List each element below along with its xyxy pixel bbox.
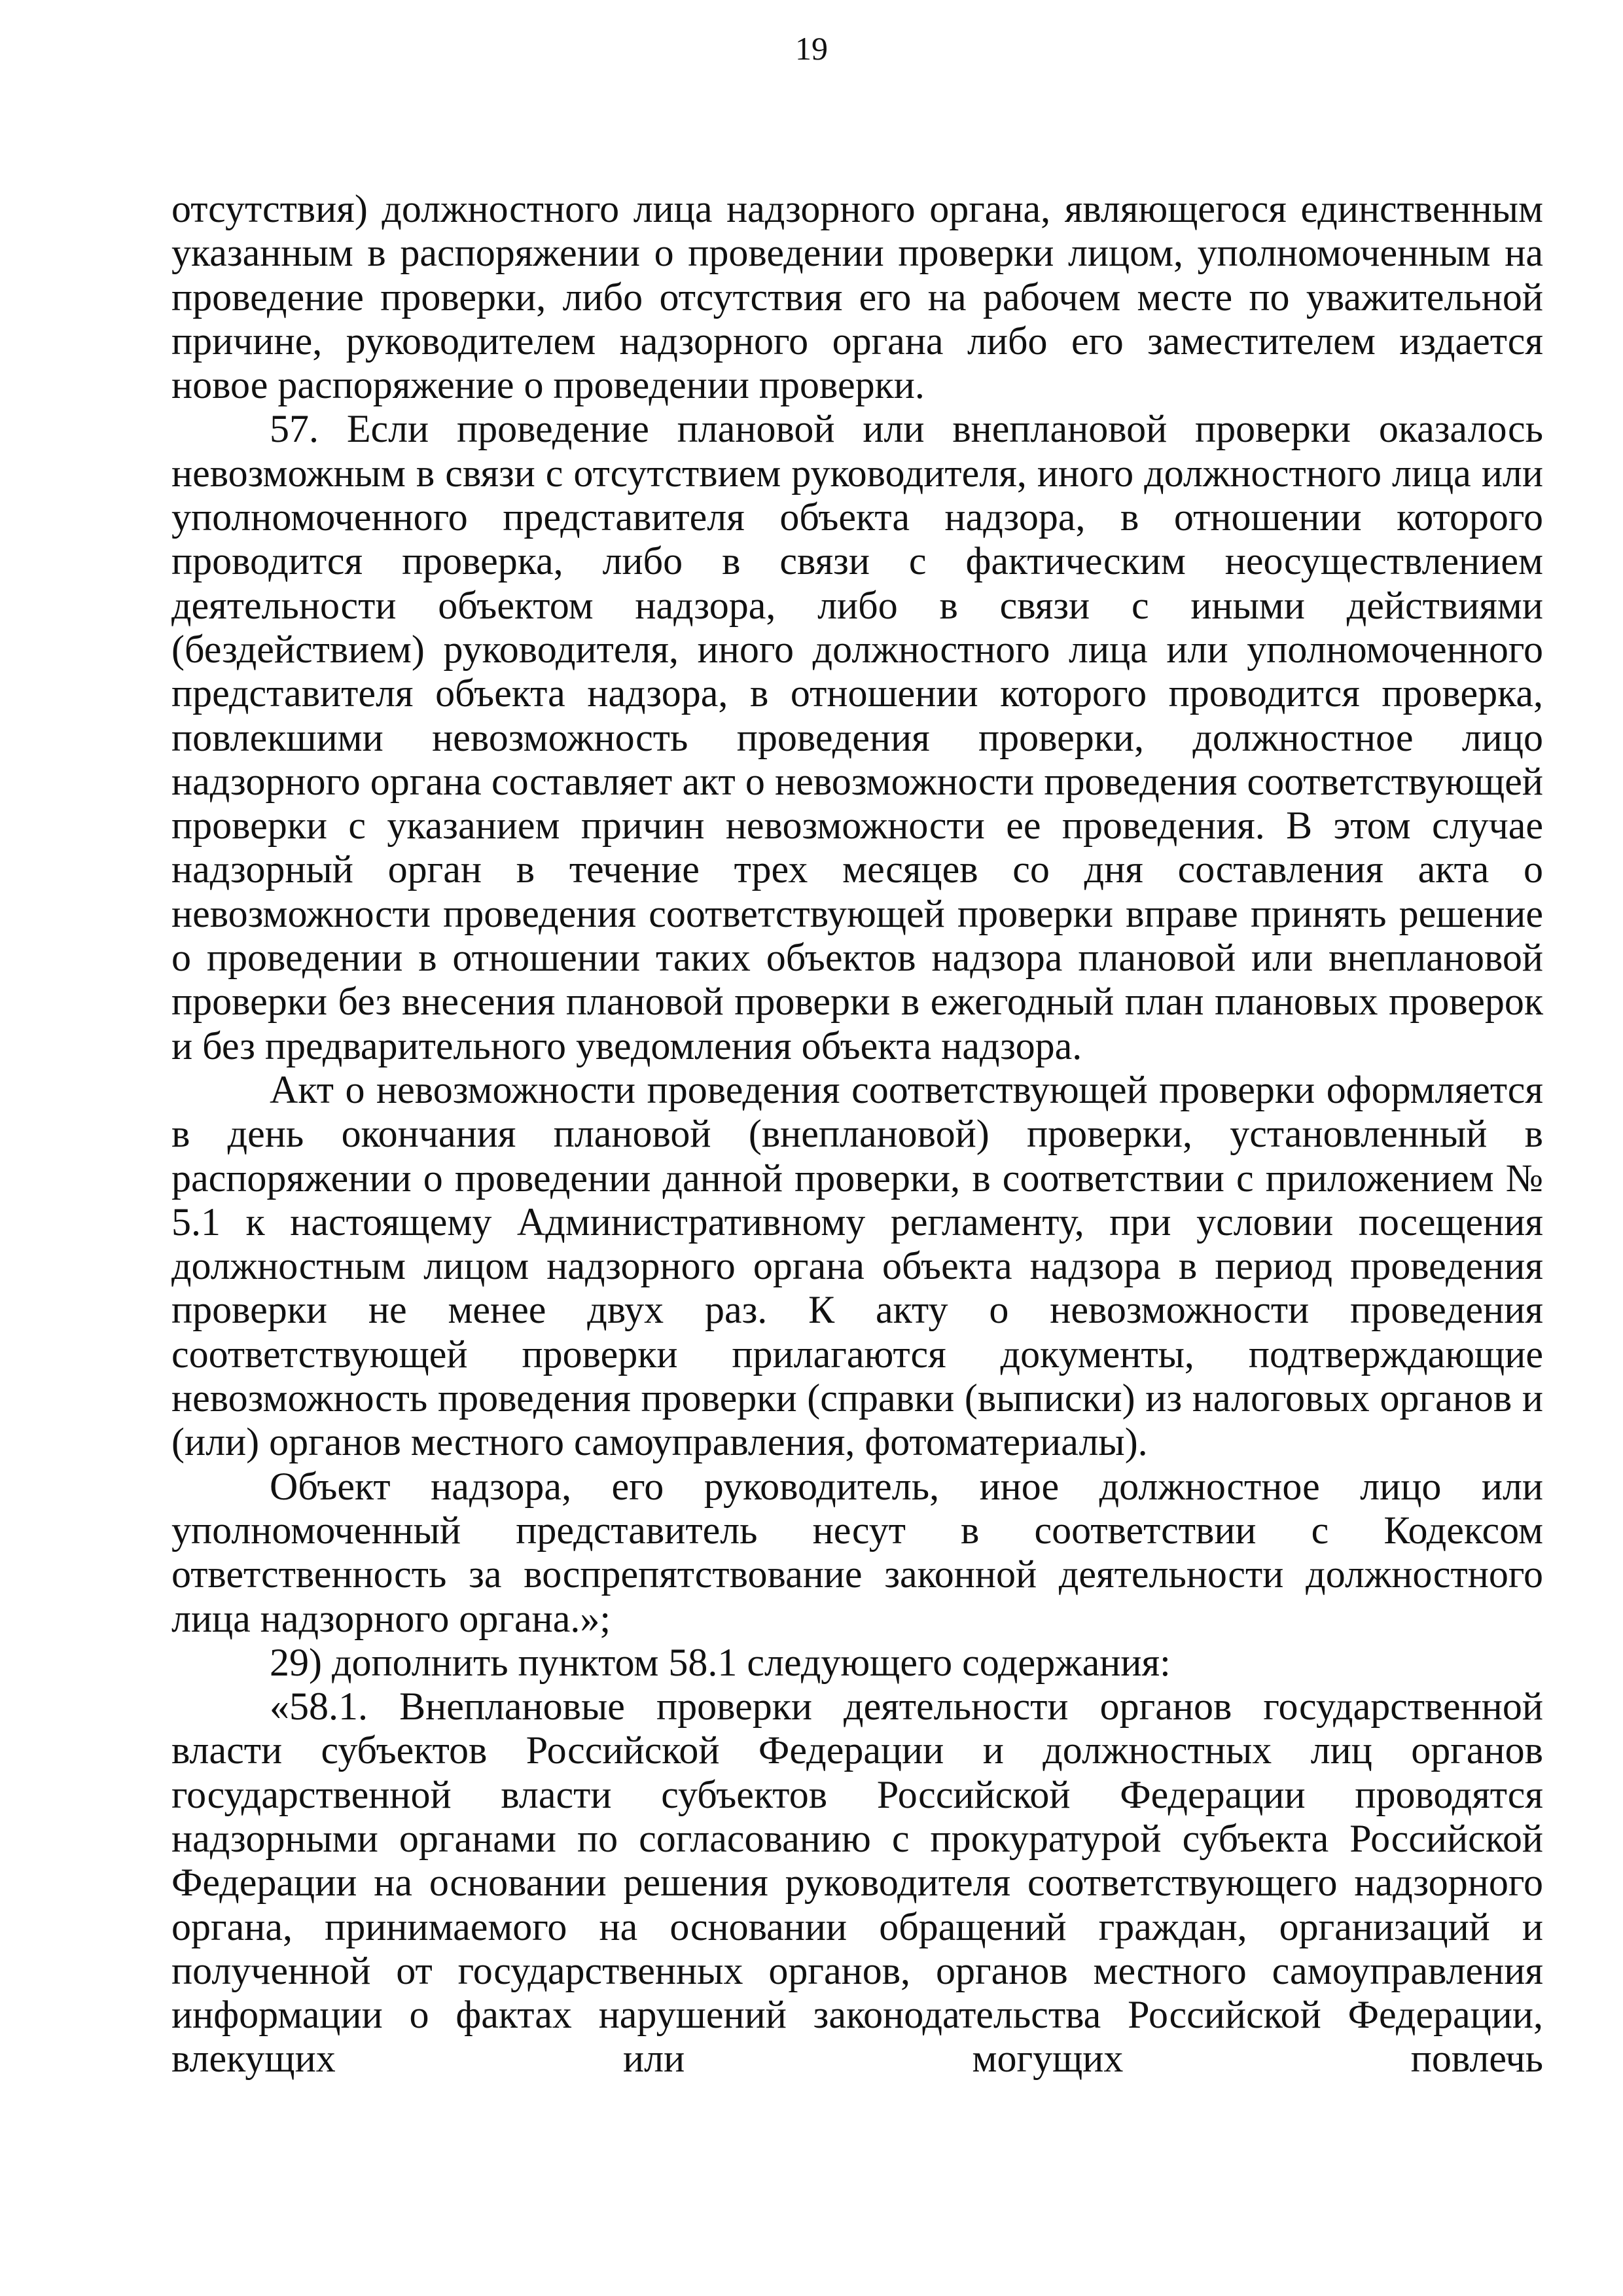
paragraph-clause-57: 57. Если проведение плановой или внеплановой проверки оказалось невозможным в связи с отсутствием руководителя, иного должностного лица или уполномоченного представителя объекта надзора, в отношении которого проводится проверка, либо в связи с фактическим неосуществлением деятельности объектом надзора, либо в связи с иными действиями (бездействием) руководителя, иного должностного лица или уполномоченного представителя объекта надзора, в отношении которого проводится проверка, повлекшими невозможность проведения проверки, должностное лицо надзорного органа составляет акт о невозможности проведения соответствующей проверки с указанием причин невозможности ее проведения. В этом случае надзорный орган в течение трех месяцев со дня составления акта о невозможности проведения соответствующей проверки вправе принять решение о проведении в отношении таких объектов надзора плановой или внеплановой проверки без внесения плановой проверки в ежегодный план плановых проверок и без предварительного уведомления объекта надзора. [171,407,1543,1067]
paragraph-clause-58-1: «58.1. Внеплановые проверки деятельности органов государственной власти субъектов Российской Федерации и должностных лиц органов государственной власти субъектов Российской Федерации проводятся надзорными органами по согласованию с прокуратурой субъекта Российской Федерации на основании решения руководителя соответствующего надзорного органа, принимаемого на основании обращений граждан, организаций и полученной от государственных органов, органов местного самоуправления информации о фактах нарушений законодательства Российской Федерации, влекущих или могущих повлечь [171,1685,1543,2081]
page-number: 19 [795,30,828,67]
paragraph-continuation: отсутствия) должностного лица надзорного органа, являющегося единственным указанным в распоряжении о проведении проверки лицом, уполномоченным на проведение проверки, либо отсутствия его на рабочем месте по уважительной причине, руководителем надзорного органа либо его заместителем издается новое распоряжение о проведении проверки. [171,187,1543,407]
paragraph-act-impossibility: Акт о невозможности проведения соответствующей проверки оформляется в день окончания плановой (внеплановой) проверки, установленный в распоряжении о проведении данной проверки, в соответствии с приложением № 5.1 к настоящему Административному регламенту, при условии посещения должностным лицом надзорного органа объекта надзора в период проведения проверки не менее двух раз. К акту о невозможности проведения соответствующей проверки прилагаются документы, подтверждающие невозможность проведения проверки (справки (выписки) из налоговых органов и (или) органов местного самоуправления, фотоматериалы). [171,1067,1543,1464]
paragraph-responsibility: Объект надзора, его руководитель, иное должностное лицо или уполномоченный представитель несут в соответствии с Кодексом ответственность за воспрепятствование законной деятельности должностного лица надзорного органа.»; [171,1464,1543,1640]
paragraph-amendment-29: 29) дополнить пунктом 58.1 следующего содержания: [270,1640,1171,1684]
document-body [171,187,1543,2081]
